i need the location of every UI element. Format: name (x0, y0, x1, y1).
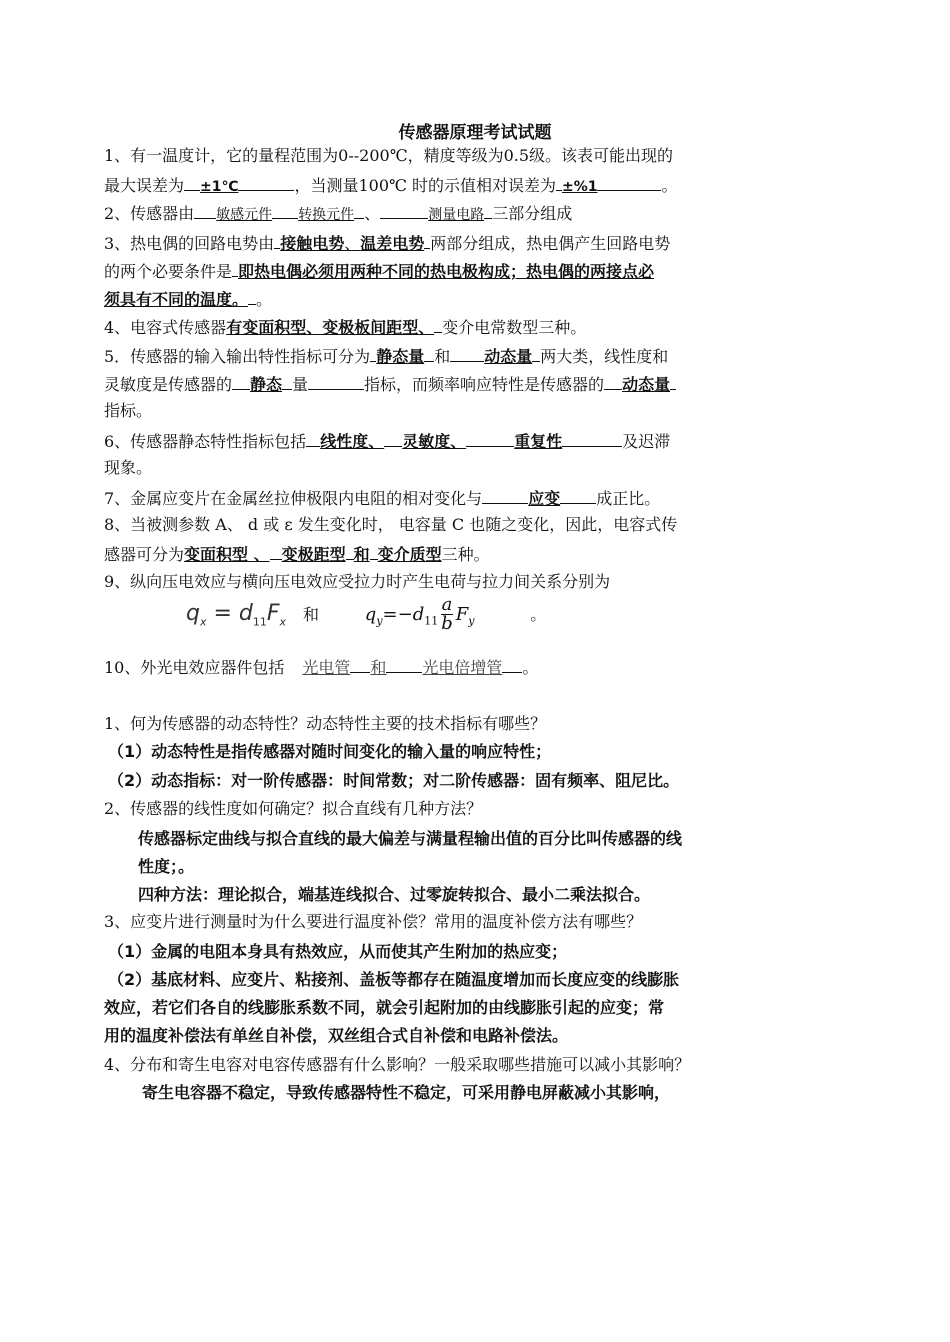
blank (484, 202, 492, 219)
blank (597, 174, 661, 191)
answer-conditions: 即热电偶必须用两种不同的热电极构成；热电偶的两接点必 (238, 262, 655, 281)
question-1-line-2: 最大误差为 ±1℃ ，当测量100℃ 时的示值相对误差为 ±%1 。 (104, 176, 678, 195)
answer-sensitive-element: 敏感元件 (216, 207, 273, 223)
question-3-line-3: 须具有不同的温度。 。 (104, 290, 273, 309)
question-8-line-2: 感器可分为变面积型 、 变极距型 和 变介质型三种。 (104, 545, 490, 564)
blank (194, 202, 216, 219)
answer-gap-type: 变极距型 (281, 545, 346, 564)
question-3-line-2: 的两个必要条件是 即热电偶必须用两种不同的热电极构成；热电偶的两接点必 (104, 262, 655, 281)
question-3-line-1: 3、热电偶的回路电势由 接触电势、温差电势 两部分组成，热电偶产生回路电势 (104, 234, 671, 253)
answer-area-type: 变面积型 、 (184, 545, 270, 564)
blank (434, 316, 442, 333)
short-answer-4-a: 寄生电容器不稳定，导致传感器特性不稳定，可采用静电屏蔽减小其影响， (142, 1083, 671, 1102)
answer-dynamic: 动态量 (484, 347, 533, 366)
answer-dynamic-2: 动态量 (622, 375, 671, 394)
answer-max-error: ±1℃ (200, 179, 239, 195)
short-answer-2-c: 四种方法：理论拟合，端基连线拟合、过零旋转拟合、最小二乘法拟合。 (138, 885, 651, 904)
question-4: 4、电容式传感器有变面积型、变极板间距型、 变介电常数型三种。 (104, 318, 587, 337)
answer-relative-error: ±%1 (561, 179, 598, 195)
short-answer-3-d: 用的温度补偿法有单丝自补偿，双丝组合式自补偿和电路补偿法。 (104, 1026, 569, 1045)
short-answer-2-b: 性度；。 (138, 857, 195, 876)
blank (346, 543, 354, 560)
question-5-line-1: 5．传感器的输入输出特性指标可分为 静态量 和 动态量 两大类，线性度和 (104, 347, 669, 366)
question-9: 9、纵向压电效应与横向压电效应受拉力时产生电荷与拉力间关系分别为 (104, 572, 611, 591)
question-6-line-2: 现象。 (104, 458, 153, 477)
short-answer-3-a: （1）金属的电阻本身具有热效应，从而使其产生附加的热应变； (108, 942, 568, 961)
blank (350, 656, 370, 673)
blank (232, 373, 250, 390)
answer-static: 静态量 (376, 347, 425, 366)
blank (450, 345, 484, 362)
blank (560, 487, 596, 504)
blank (384, 430, 402, 447)
answer-capacitive-types: 有变面积型、变极板间距型、 (226, 318, 435, 337)
answer-measuring-circuit: 测量电路 (428, 207, 485, 223)
short-answer-1-b: （2）动态指标：对一阶传感器：时间常数；对二阶传感器：固有频率、阻尼比。 (108, 771, 680, 790)
blank (670, 373, 676, 390)
blank (562, 430, 622, 447)
short-answer-2-a: 传感器标定曲线与拟合直线的最大偏差与满量程输出值的百分比叫传感器的线 (138, 829, 683, 848)
answer-phototube: 光电管 (302, 658, 351, 677)
blank (282, 373, 292, 390)
short-answer-3-c: 效应，若它们各自的线膨胀系数不同，就会引起附加的由线膨胀引起的应变；常 (104, 998, 665, 1017)
blank (482, 487, 528, 504)
blank (238, 174, 294, 191)
short-question-1: 1、何为传感器的动态特性？动态特性主要的技术指标有哪些？ (104, 714, 547, 733)
blank (502, 656, 522, 673)
fraction-a-over-b: $\frac{a}{b}$ (441, 594, 453, 634)
formula-and: 和 (303, 604, 320, 624)
blank (424, 345, 434, 362)
question-5-line-2: 灵敏度是传感器的 静态 量 指标，而频率响应特性是传感器的 动态量 (104, 373, 804, 395)
answer-conversion-element: 转换元件 (298, 207, 355, 223)
answer-sensitivity: 灵敏度、 (402, 432, 467, 451)
blank (248, 288, 256, 305)
question-1-line-1: 1、有一温度计，它的量程范围为0--200℃，精度等级为0.5级。该表可能出现的 (104, 146, 674, 165)
piezoelectric-formulas: $q_x = d_{11}F_x$ 和 $q_y=-d_{11}$ $\frac{a}{b}$ $F_y$ 。 (186, 594, 547, 634)
question-10: 10、外光电效应器件包括 光电管 和 光电倍增管 。 (104, 658, 539, 677)
formula-transverse: $q_y=-d_{11}$ $\frac{a}{b}$ $F_y$ (364, 594, 475, 634)
answer-linearity: 线性度、 (320, 432, 385, 451)
blank (272, 202, 298, 219)
page-title: 传感器原理考试试题 (398, 123, 552, 143)
blank (308, 373, 364, 390)
answer-dielectric-type: 变介质型 (377, 545, 442, 564)
question-2: 2、传感器由 敏感元件 转换元件 、 测量电路 三部分组成 (104, 204, 573, 223)
short-question-4: 4、分布和寄生电容对电容传感器有什么影响？一般采取哪些措施可以减小其影响？ (104, 1055, 691, 1074)
question-6-line-1: 6、传感器静态特性指标包括 线性度、 灵敏度、 重复性 及迟滞 (104, 432, 671, 451)
blank (354, 202, 364, 219)
answer-strain: 应变 (528, 489, 561, 508)
blank (306, 430, 320, 447)
blank (380, 202, 428, 219)
question-7: 7、金属应变片在金属丝拉伸极限内电阻的相对变化与 应变 成正比。 (104, 489, 661, 508)
short-answer-3-b: （2）基底材料、应变片、粘接剂、盖板等都存在随温度增加而长度应变的线膨胀 (108, 970, 680, 989)
answer-photomultiplier: 光电倍增管 (422, 658, 503, 677)
answer-static-2: 静态 (250, 375, 283, 394)
short-question-2: 2、传感器的线性度如何确定？拟合直线有几种方法？ (104, 799, 483, 818)
question-8-line-1: 8、当被测参数 A、 d 或 ε 发生变化时， 电容量 C 也随之变化，因此，电容式传 (104, 515, 678, 534)
blank (370, 543, 378, 560)
answer-contact-emf: 接触电势 (280, 234, 345, 253)
answer-conditions-cont: 须具有不同的温度。 (104, 290, 249, 309)
blank (270, 543, 282, 560)
formula-longitudinal: $q_x = d_{11}F_x$ (186, 600, 287, 628)
short-question-3: 3、应变片进行测量时为什么要进行温度补偿？常用的温度补偿方法有哪些？ (104, 912, 643, 931)
answer-repeatability: 重复性 (514, 432, 563, 451)
blank (184, 174, 200, 191)
blank (466, 430, 514, 447)
question-5-line-3: 指标。 (104, 401, 153, 420)
short-answer-1-a: （1）动态特性是指传感器对随时间变化的输入量的响应特性； (108, 742, 552, 761)
blank (386, 656, 422, 673)
blank (604, 373, 622, 390)
answer-thermal-emf: 温差电势 (360, 234, 425, 253)
